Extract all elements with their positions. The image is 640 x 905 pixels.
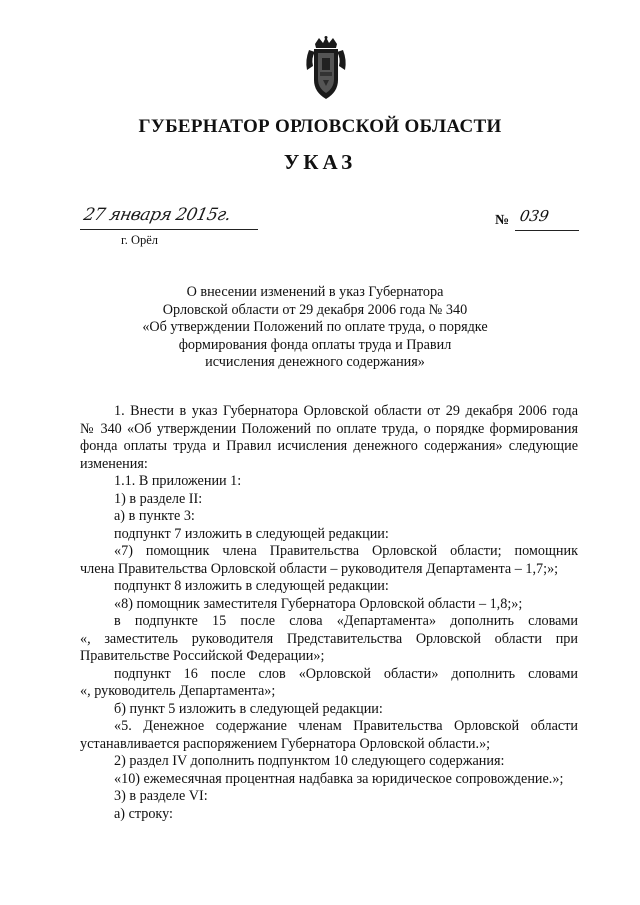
body-line: б) пункт 5 изложить в следующей редакции: [114,700,383,717]
decree-subject [100,284,530,372]
body-line: «5. Денежное содержание членам Правительства Орловской области [114,718,578,734]
body-line: а) строку: [114,805,173,822]
handwritten-date: 27 января 2015г. [81,205,233,225]
body-line: Правительстве Российской Федерации»; [80,648,325,664]
number-underline [515,230,579,231]
body-line: «10) ежемесячная процентная надбавка за юридическое сопровождение.»; [114,770,564,787]
coat-of-arms-icon [303,36,349,102]
org-title: ГУБЕРНАТОР ОРЛОВСКОЙ ОБЛАСТИ [138,116,502,137]
body-line: подпункт 16 после слов «Орловской области» дополнить словами [114,665,578,682]
subject-line: Орловской области от 29 декабря 2006 года № 340 [162,301,468,318]
subject-line: исчисления денежного содержания» [205,354,425,371]
city-label: г. Орёл [121,233,159,247]
body-line: устанавливается распоряжением Губернатора Орловской области.»; [80,735,491,752]
decree-body [80,403,578,823]
body-line: 1.1. В приложении 1: [114,473,242,489]
handwritten-number: 039 [518,207,551,225]
number-label: № [495,213,510,228]
body-line: «7) помощник члена Правительства Орловской области; помощник [114,543,578,559]
date-underline [80,229,258,230]
document-type: УКАЗ [283,150,357,174]
body-line: фонда оплаты труда и Правил исчисления денежного содержания» следующие [80,438,578,454]
body-line: № 340 «Об утверждении Положений по оплате труда, о порядке формирования [80,420,578,437]
body-line: в подпункте 15 после слова «Департамента» дополнить словами [114,613,578,629]
body-line: члена Правительства Орловской области – руководителя Департамента – 1,7;»; [80,560,559,577]
body-line: «, заместитель руководителя Представительства Орловской области при [80,630,578,647]
body-line: 1. Внести в указ Губернатора Орловской области от 29 декабря 2006 года [114,403,578,419]
body-line: изменения: [80,455,148,472]
body-line: «8) помощник заместителя Губернатора Орловской области – 1,8;»; [114,595,523,612]
body-line: «, руководитель Департамента»; [80,683,276,699]
body-line: 2) раздел IV дополнить подпунктом 10 следующего содержания: [114,753,505,769]
body-line: подпункт 7 изложить в следующей редакции: [114,525,389,542]
body-line: 1) в разделе II: [114,490,203,507]
subject-line: О внесении изменений в указ Губернатора [186,284,444,300]
body-line: 3) в разделе VI: [114,788,208,804]
body-line: а) в пункте 3: [114,508,195,524]
subject-line: «Об утверждении Положений по оплате труда, о порядке [142,319,488,336]
body-line: подпункт 8 изложить в следующей редакции: [114,578,389,594]
subject-line: формирования фонда оплаты труда и Правил [178,336,452,353]
